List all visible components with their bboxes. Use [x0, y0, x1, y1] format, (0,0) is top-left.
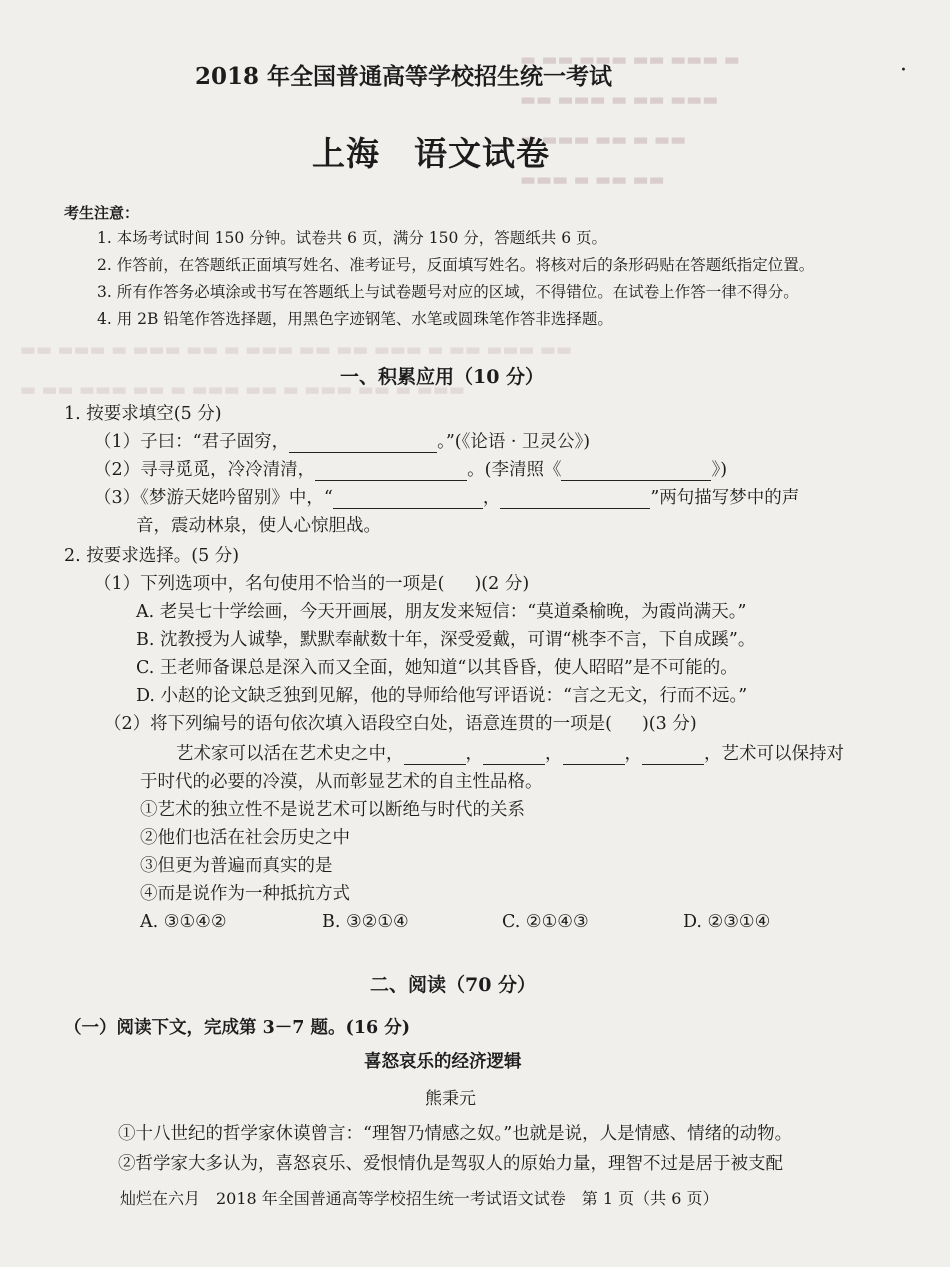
sentence-3: ③但更为普遍而真实的是: [140, 856, 333, 876]
notice-item: 3. 所有作答务必填涂或书写在答题纸上与试卷题号对应的区域，不得错位。在试卷上作答一律不得分。: [97, 283, 799, 301]
speck-mark: ·: [900, 58, 907, 83]
option-d: D. 小赵的论文缺乏独到见解，他的导师给他写评语说：“言之无文，行而不远。”: [136, 686, 748, 706]
answer-blank: [483, 746, 545, 765]
paper-title: [312, 128, 550, 175]
answer-blank: [642, 746, 704, 765]
answer-blank: [315, 462, 467, 481]
choice-d: D. ②③①④: [683, 912, 771, 932]
option-b: B. 沈教授为人诚挚，默默奉献数十年，深受爱戴，可谓“桃李不言，下自成蹊”。: [136, 630, 756, 650]
question-stem: 2. 按要求选择。(5 分): [64, 546, 240, 566]
fill-item-2: （2）寻寻觅觅，冷冷清清， 。(李清照《 》): [94, 460, 728, 480]
section-heading: 一、积累应用（10 分）: [340, 366, 545, 388]
choice-a: A. ③①④②: [140, 912, 227, 932]
bleed-through-texture: ▬ ▬▬ ▬▬▬ ▬▬ ▬▬▬ ▬ ▬▬ ▬▬▬ ▬ ▬▬ ▬▬▬ ▬ ▬▬▬ ▬▬ ▬ ▬▬ ▬▬▬ ▬ ▬▬ ▬▬: [520, 50, 740, 190]
sentence-2: ②他们也活在社会历史之中: [140, 828, 350, 848]
passage-line-continued: 于时代的必要的冷漠，从而彰显艺术的自主性品格。: [140, 772, 543, 792]
answer-blank: [333, 490, 483, 509]
article-title: 喜怒哀乐的经济逻辑: [364, 1052, 522, 1072]
answer-blank: [561, 462, 711, 481]
notice-item: 2. 作答前，在答题纸正面填写姓名、准考证号，反面填写姓名。将核对后的条形码贴在答题纸指定位置。: [97, 256, 815, 274]
notice-item: 4. 用 2B 铅笔作答选择题，用黑色字迹钢笔、水笔或圆珠笔作答非选择题。: [97, 310, 613, 328]
exam-title: 2018 年全国普通高等学校招生统一考试: [195, 63, 613, 90]
part-heading: （一）阅读下文，完成第 3－7 题。(16 分): [64, 1018, 411, 1038]
passage-line: 艺术家可以活在艺术史之中， ， ， ， ，艺术可以保持对: [176, 744, 844, 764]
page-footer: 灿烂在六月 2018 年全国普通高等学校招生统一考试语文试卷 第 1 页（共 6 页）: [120, 1189, 719, 1208]
question-stem: 1. 按要求填空(5 分): [64, 404, 222, 424]
answer-blank: [404, 746, 466, 765]
sentence-1: ①艺术的独立性不是说艺术可以断绝与时代的关系: [140, 800, 525, 820]
notice-heading: 考生注意：: [64, 204, 140, 222]
fill-item-3: （3）《梦游天姥吟留别》中，“ ， ”两句描写梦中的声: [94, 488, 800, 508]
answer-blank: [289, 434, 437, 453]
paper-region: 上海: [312, 134, 380, 173]
choice-b: B. ③②①④: [322, 912, 409, 932]
option-c: C. 王老师备课总是深入而又全面，她知道“以其昏昏，使人昭昭”是不可能的。: [136, 658, 738, 678]
fill-item-3-continued: 音，震动林泉，使人心惊胆战。: [136, 516, 381, 536]
article-paragraph: ②哲学家大多认为，喜怒哀乐、爱恨情仇是驾驭人的原始力量，理智不过是居于被支配: [118, 1154, 783, 1174]
option-a: A. 老吴七十学绘画，今天开画展，朋友发来短信：“莫道桑榆晚，为霞尚满天。”: [136, 602, 747, 622]
fill-item-1: （1）子曰：“君子固穷， 。”(《论语 · 卫灵公》): [94, 432, 591, 452]
answer-blank: [563, 746, 625, 765]
answer-blank: [500, 490, 650, 509]
choice-c: C. ②①④③: [502, 912, 589, 932]
sentence-4: ④而是说作为一种抵抗方式: [140, 884, 350, 904]
choice-question-2: （2）将下列编号的语句依次填入语段空白处，语意连贯的一项是( )(3 分): [104, 714, 697, 734]
article-paragraph: ①十八世纪的哲学家休谟曾言：“理智乃情感之奴。”也就是说，人是情感、情绪的动物。: [118, 1124, 793, 1144]
section-heading: 二、阅读（70 分）: [370, 974, 537, 996]
paper-subject: 语文试卷: [414, 134, 550, 173]
article-author: 熊秉元: [425, 1089, 476, 1109]
bleed-through-texture-lower: ▬▬ ▬▬▬ ▬ ▬▬▬ ▬▬ ▬ ▬▬▬ ▬▬ ▬▬ ▬▬▬ ▬ ▬▬ ▬▬▬ ▬▬ ▬ ▬▬ ▬▬▬ ▬▬ ▬ ▬▬▬ ▬▬ ▬ ▬▬▬ ▬▬ ▬ ▬▬▬: [20, 340, 573, 400]
notice-item: 1. 本场考试时间 150 分钟。试卷共 6 页，满分 150 分，答题纸共 6 页。: [97, 229, 608, 247]
choice-question-1: （1）下列选项中，名句使用不恰当的一项是( )(2 分): [94, 574, 530, 594]
